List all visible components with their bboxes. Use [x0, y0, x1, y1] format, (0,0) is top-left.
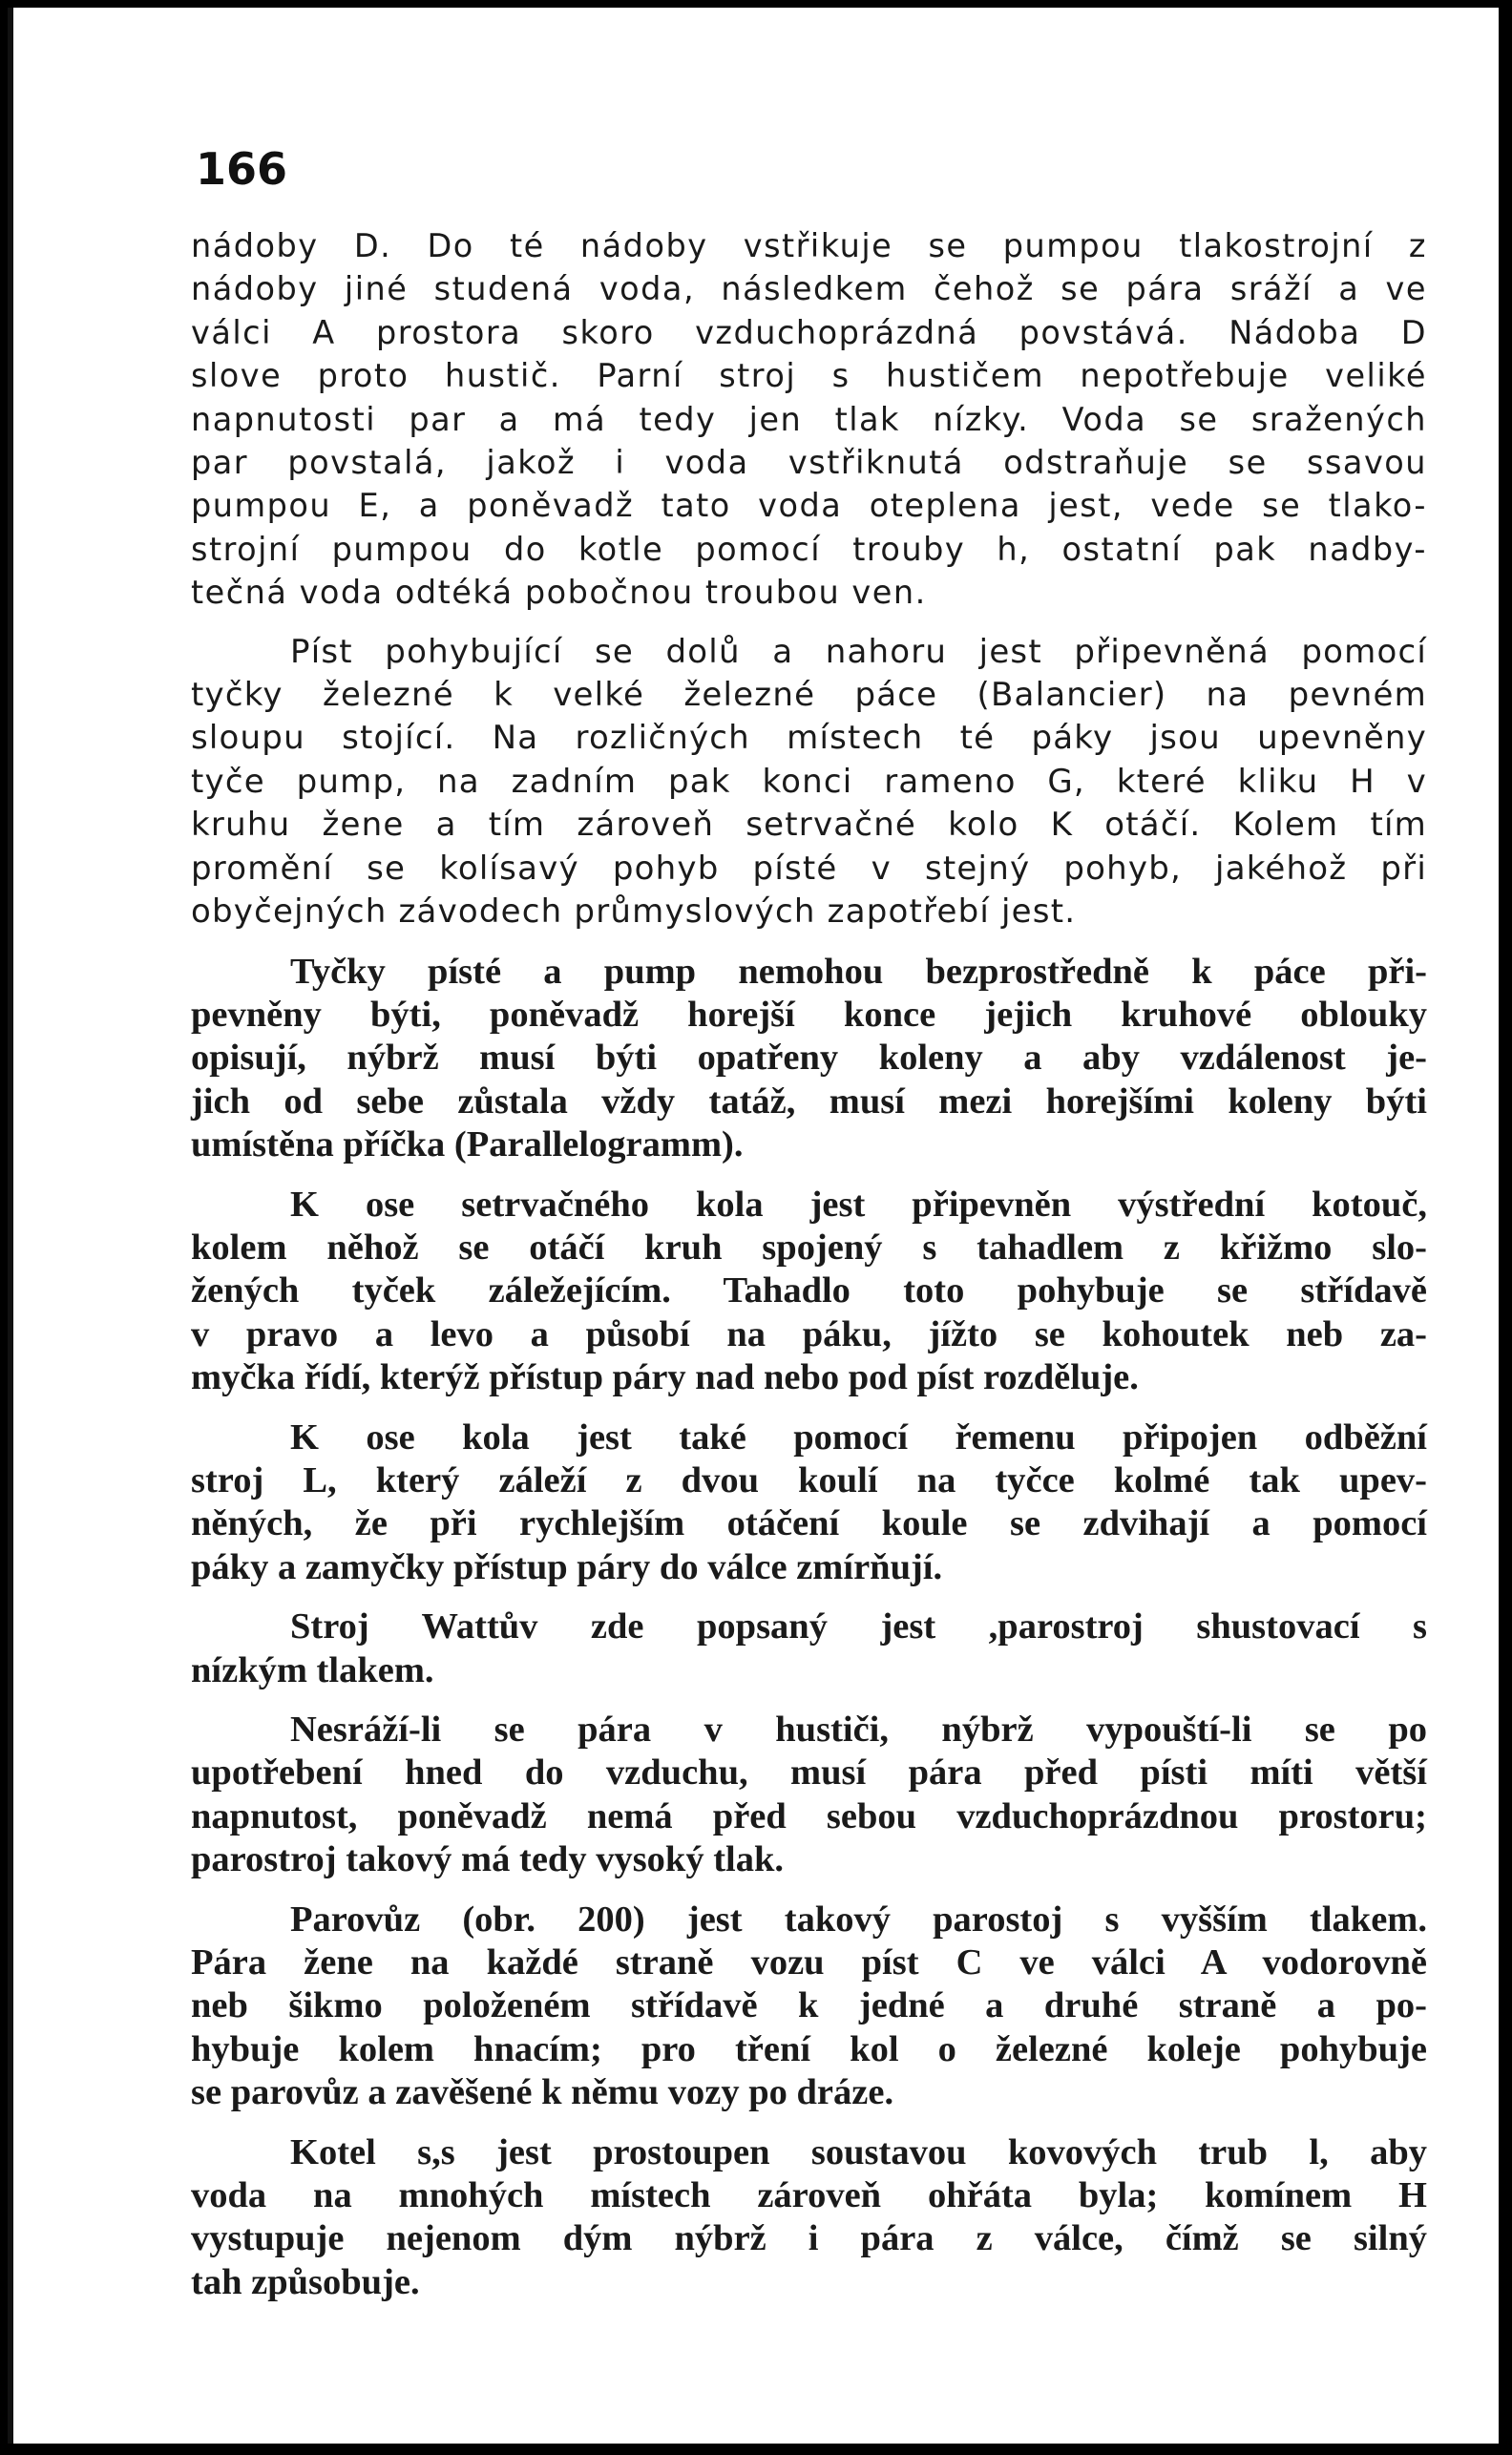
text-line: parostroj takový má tedy vysoký tlak.: [191, 1839, 785, 1880]
text-line: voda na mnohých místech zároveň ohřáta byla; komínem H: [191, 2175, 1427, 2216]
text-line: obyčejných závodech průmyslových zapotřebí jest.: [191, 892, 1077, 932]
text-line: se parovůz a zavěšené k němu vozy po dráze.: [191, 2072, 894, 2113]
text-line: myčka řídí, kterýž přístup páry nad nebo pod píst rozděluje.: [191, 1357, 1139, 1398]
paragraph-6: [191, 1605, 1427, 1692]
text-line: umístěna příčka (Parallelogramm).: [191, 1124, 744, 1165]
text-line: Tyčky písté a pump nemohou bezprostředně k páce při-: [290, 951, 1427, 992]
text-line: tečná voda odtéká pobočnou troubou ven.: [191, 574, 927, 612]
text-line: nádoby D. Do té nádoby vstřikuje se pumpou tlakostrojní z: [191, 227, 1427, 264]
text-line: Pára žene na každé straně vozu píst C ve válci A vodorovně: [191, 1942, 1427, 1983]
paragraph-8: [191, 1899, 1427, 2115]
text-line: napnutost, poněvadž nemá před sebou vzduchoprázdnou prostoru;: [191, 1795, 1427, 1836]
scan-edge: [1499, 0, 1512, 2455]
text-line: Kotel s,s jest prostoupen soustavou kovových trub l, aby: [290, 2131, 1427, 2172]
text-line: žených tyček záležejícím. Tahadlo toto pohybuje se střídavě: [191, 1270, 1427, 1311]
text-line: tyčky železné k velké železné páce (Balancier) na pevném: [191, 676, 1427, 715]
text-line: kruhu žene a tím zároveň setrvačné kolo K otáčí. Kolem tím: [191, 806, 1427, 845]
text-line: tyče pump, na zadním pak konci rameno G, které kliku H v: [191, 762, 1427, 801]
page-number: 166: [196, 143, 288, 195]
text-line: stroj L, který záleží z dvou koulí na tyčce kolmé tak upev-: [191, 1459, 1427, 1500]
paragraph-7: [191, 1709, 1427, 1882]
text-line: neb šikmo položeném střídavě k jedné a druhé straně a po-: [191, 1985, 1427, 2026]
paragraph-3: [191, 951, 1427, 1167]
paragraph-1: [191, 224, 1427, 615]
text-line: napnutosti par a má tedy jen tlak nízky. Voda se sražených: [191, 400, 1427, 438]
text-line: nádoby jiné studená voda, následkem čehož se pára sráží a ve: [191, 270, 1427, 308]
text-line: kolem něhož se otáčí kruh spojený s tahadlem z křižmo slo-: [191, 1227, 1427, 1268]
body-text: [191, 224, 1427, 2320]
text-line: páky a zamyčky přístup páry do válce zmírňují.: [191, 1546, 943, 1587]
text-line: nízkým tlakem.: [191, 1649, 434, 1690]
text-line: hybuje kolem hnacím; pro tření kol o železné koleje pohybuje: [191, 2028, 1427, 2069]
text-line: upotřebení hned do vzduchu, musí pára před písti míti větší: [191, 1752, 1427, 1794]
text-line: par povstalá, jakož i voda vstřiknutá odstraňuje se ssavou: [191, 444, 1427, 482]
text-line: K ose kola jest také pomocí řemenu připojen odběžní: [290, 1416, 1427, 1458]
text-line: sloupu stojící. Na rozličných místech té páky jsou upevněny: [191, 719, 1427, 758]
text-line: slove proto hustič. Parní stroj s hustičem nepotřebuje veliké: [191, 357, 1427, 395]
text-line: jich od sebe zůstala vždy tatáž, musí mezi horejšími koleny býti: [191, 1081, 1427, 1122]
text-line: promění se kolísavý pohyb písté v stejný pohyb, jakéhož při: [191, 849, 1427, 888]
paragraph-4: [191, 1184, 1427, 1400]
text-line: Parovůz (obr. 200) jest takový parostoj s vyšším tlakem.: [290, 1899, 1427, 1940]
text-line: K ose setrvačného kola jest připevněn výstřední kotouč,: [290, 1184, 1427, 1225]
text-line: opisují, nýbrž musí býti opatřeny koleny a aby vzdálenost je-: [191, 1038, 1427, 1079]
text-line: vystupuje nejenom dým nýbrž i pára z válce, čímž se silný: [191, 2218, 1427, 2259]
paragraph-5: [191, 1416, 1427, 1590]
text-line: Stroj Wattův zde popsaný jest ,parostroj shustovací s: [290, 1606, 1427, 1647]
paragraph-9: [191, 2131, 1427, 2305]
text-line: něných, že při rychlejším otáčení koule se zdvihají a pomocí: [191, 1503, 1427, 1544]
text-line: pumpou E, a poněvadž tato voda oteplena jest, vede se tlako-: [191, 487, 1427, 525]
text-line: Píst pohybující se dolů a nahoru jest připevněná pomocí: [290, 632, 1427, 671]
text-line: Nesráží-li se pára v hustiči, nýbrž vypouští-li se po: [290, 1710, 1427, 1750]
paragraph-2: [191, 631, 1427, 934]
text-line: pevněny býti, poněvadž horejší konce jejich kruhové oblouky: [191, 994, 1427, 1035]
text-line: válci A prostora skoro vzduchoprázdná povstává. Nádoba D: [191, 313, 1427, 351]
text-line: tah způsobuje.: [191, 2261, 420, 2302]
text-line: v pravo a levo a působí na páku, jížto se kohoutek neb za-: [191, 1313, 1427, 1354]
text-line: strojní pumpou do kotle pomocí trouby h, ostatní pak nadby-: [191, 530, 1427, 568]
